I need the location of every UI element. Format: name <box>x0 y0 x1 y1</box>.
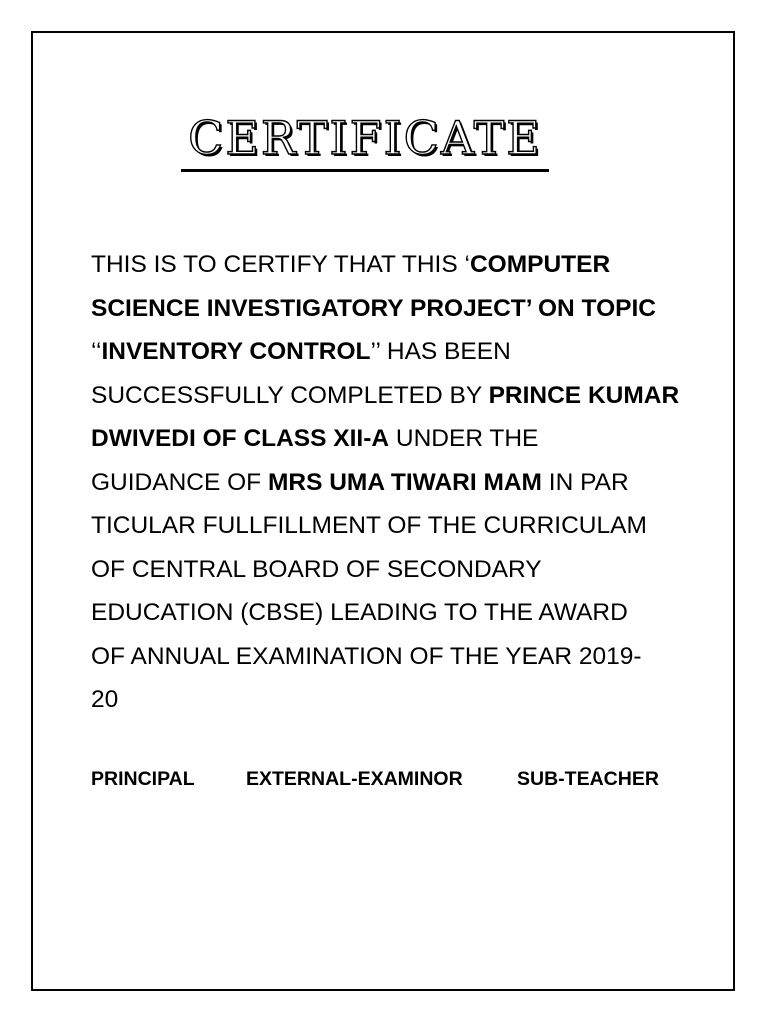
body-line <box>91 504 681 548</box>
body-emphasis-text: MRS UMA TIWARI MAM <box>267 468 542 496</box>
body-text-segment: TICULAR FULLFILLMENT OF THE CURRICULAM <box>91 512 647 539</box>
body-emphasis-text: COMPUTER <box>469 251 611 278</box>
body-emphasis-text: INVENTORY CONTROL <box>101 338 371 365</box>
body-emphasis-text: DWIVEDI OF CLASS XII-A <box>91 425 390 452</box>
certificate-body <box>91 243 681 722</box>
body-line <box>91 461 681 505</box>
body-text-segment: ‘‘ <box>91 338 102 365</box>
body-line <box>91 287 681 331</box>
body-line <box>91 243 681 287</box>
signature-sub-teacher: SUB-TEACHER <box>517 768 659 790</box>
body-text-segment: 20 <box>91 686 119 713</box>
body-line <box>91 374 681 418</box>
body-text-segment: GUIDANCE OF <box>91 468 268 496</box>
body-line <box>91 548 681 592</box>
body-emphasis-text: PRINCE KUMAR <box>488 381 680 409</box>
signature-row <box>91 768 681 798</box>
body-text-segment: OF CENTRAL BOARD OF SECONDARY <box>91 555 542 583</box>
body-line <box>91 635 681 679</box>
body-text-segment: EDUCATION (CBSE) LEADING TO THE AWARD <box>91 599 628 626</box>
body-text-segment: ’’ HAS BEEN <box>370 338 511 365</box>
body-text-segment: THIS IS TO CERTIFY THAT THIS ‘ <box>91 251 470 278</box>
body-emphasis-text: SCIENCE INVESTIGATORY PROJECT’ ON TOPIC <box>91 294 656 322</box>
signature-principal: PRINCIPAL <box>91 768 195 790</box>
title-underline <box>181 169 549 172</box>
certificate-title: CERTIFICATE <box>188 111 542 165</box>
body-text-segment: UNDER THE <box>389 425 539 452</box>
body-line <box>91 591 681 635</box>
body-text-segment: IN PAR <box>541 468 629 496</box>
body-line <box>91 678 681 722</box>
body-line <box>91 330 681 374</box>
body-text-segment: SUCCESSFULLY COMPLETED BY <box>91 381 489 409</box>
body-text-segment: OF ANNUAL EXAMINATION OF THE YEAR 2019- <box>91 642 642 670</box>
body-line <box>91 417 681 461</box>
signature-external-examiner: EXTERNAL-EXAMINOR <box>246 768 463 790</box>
